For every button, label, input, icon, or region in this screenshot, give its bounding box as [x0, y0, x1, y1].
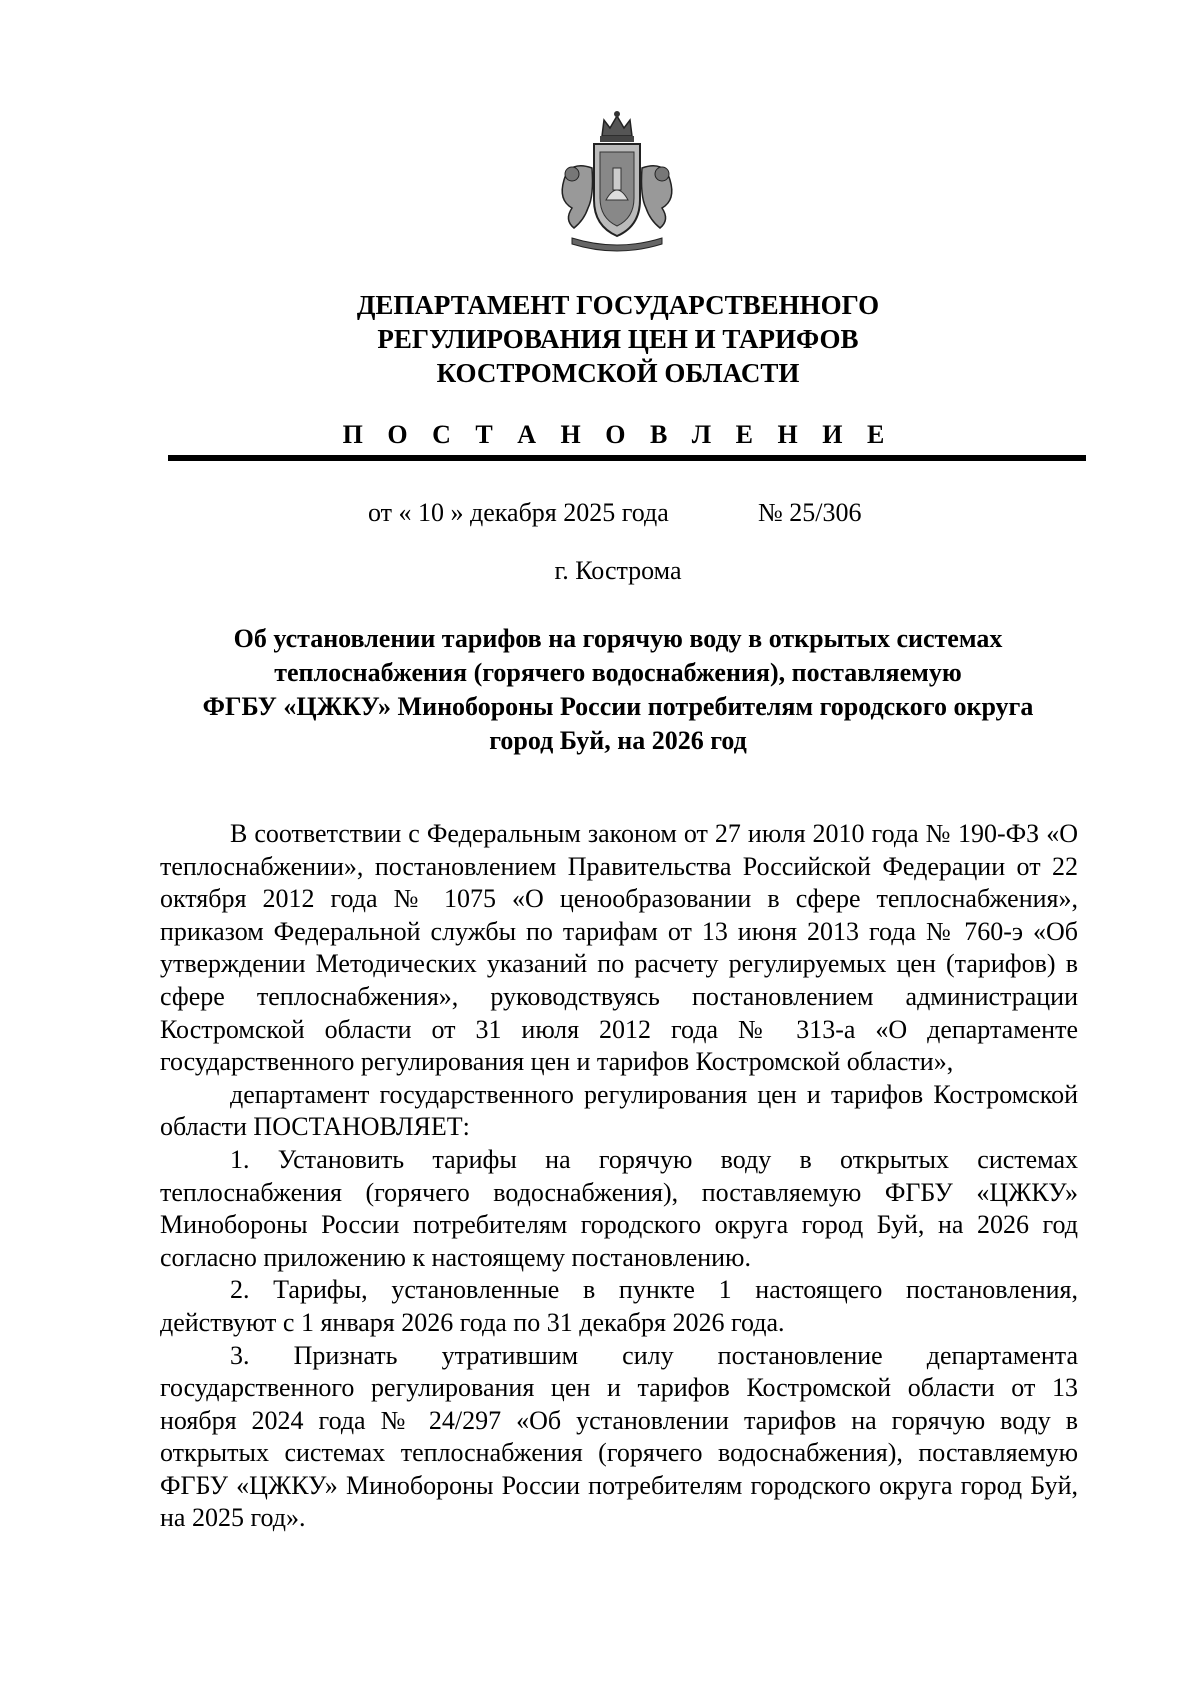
department-line: РЕГУЛИРОВАНИЯ ЦЕН И ТАРИФОВ — [377, 324, 859, 354]
body-paragraph-item-1: 1. Установить тарифы на горячую воду в открытых системах теплоснабжения (горячего водоснабжения), поставляемую ФГБУ «ЦЖКУ» Минобороны России потребителям городского округа город Буй, на 2026 год согласно приложению к настоящему постановлению. — [160, 1144, 1078, 1272]
department-heading — [100, 288, 1136, 390]
body-paragraph-preamble: В соответствии с Федеральным законом от 27 июля 2010 года № 190-ФЗ «О теплоснабжении», постановлением Правительства Российской Федерации от 22 октября 2012 года № 1075 «О ценообразовании в сфере теплоснабжения», приказом Федеральной службы по тарифам от 13 июня 2013 года № 760-э «Об утверждении Методических указаний по расчету регулируемых цен (тарифов) в сфере теплоснабжения», руководствуясь постановлением администрации Костромской области от 31 июля 2012 года № 313-а «О департаменте государственного регулирования цен и тарифов Костромской области», — [160, 819, 1078, 1077]
document-title — [140, 622, 1096, 758]
document-body — [160, 818, 1078, 1535]
body-paragraph-resolves: департамент государственного регулирования цен и тарифов Костромской области ПОСТАНОВЛЯЕТ: — [160, 1079, 1078, 1142]
document-type: П О С Т А Н О В Л Е Н И Е — [342, 420, 894, 449]
body-paragraph-item-2: 2. Тарифы, установленные в пункте 1 настоящего постановления, действуют с 1 января 2026 года по 31 декабря 2026 года. — [160, 1275, 1078, 1337]
department-line: ДЕПАРТАМЕНТ ГОСУДАРСТВЕННОГО — [356, 290, 880, 320]
header-divider — [168, 455, 1086, 461]
title-line: город Буй, на 2026 год — [489, 726, 747, 755]
coat-of-arms-icon — [542, 108, 692, 258]
title-line: теплоснабжения (горячего водоснабжения), поставляемую — [274, 658, 962, 687]
title-line: Об установлении тарифов на горячую воду в открытых системах — [233, 624, 1003, 653]
document-date: от « 10 » декабря 2025 года — [368, 498, 669, 527]
department-line: КОСТРОМСКОЙ ОБЛАСТИ — [436, 358, 800, 388]
body-paragraph-item-3: 3. Признать утратившим силу постановление департамента государственного регулирования цен и тарифов Костромской области от 13 ноября 2024 года № 24/297 «Об установлении тарифов на горячую воду в открытых системах теплоснабжения (горячего водоснабжения), поставляемую ФГБУ «ЦЖКУ» Минобороны России потребителям городского округа город Буй, на 2025 год». — [160, 1340, 1078, 1533]
document-number: № 25/306 — [758, 498, 862, 527]
document-city: г. Кострома — [554, 556, 682, 585]
title-line: ФГБУ «ЦЖКУ» Минобороны России потребителям городского округа — [202, 692, 1034, 721]
